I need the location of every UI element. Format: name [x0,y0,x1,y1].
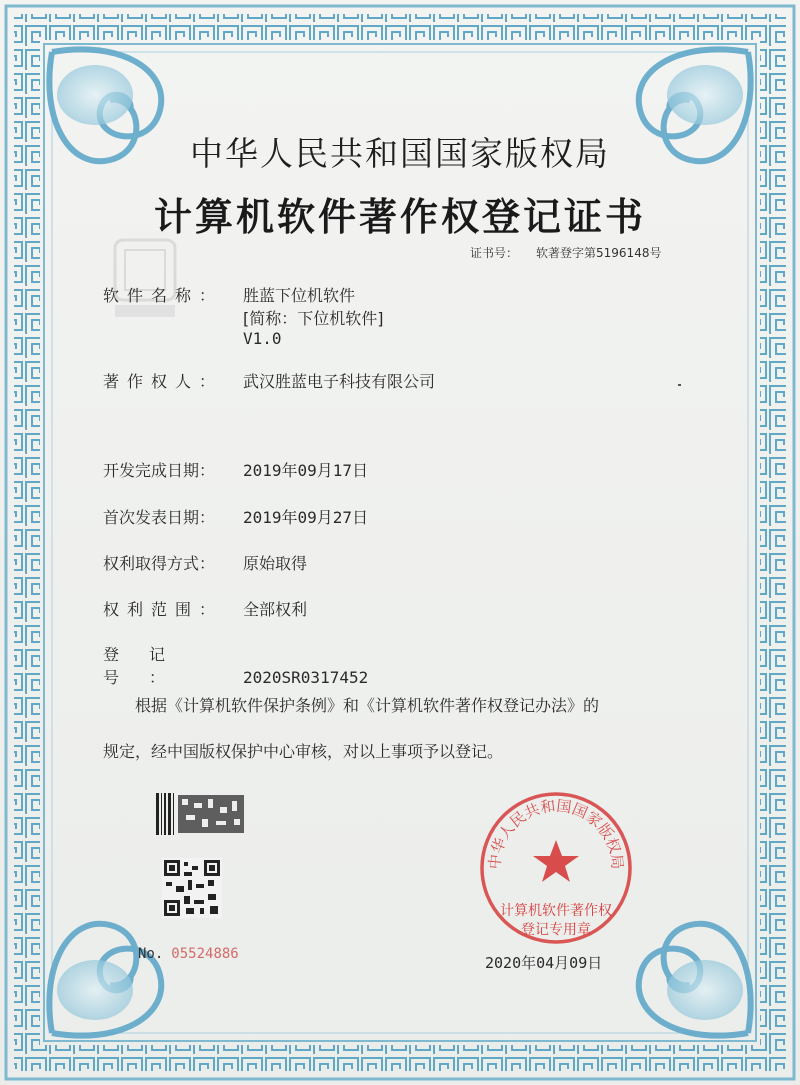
method-value: 原始取得 [243,554,308,573]
seal-line-2: 登记专用章 [521,922,591,938]
scope-value: 全部权利 [243,600,308,619]
version-row [243,329,282,348]
qr-code-icon [162,858,222,918]
serial-value: 05524886 [171,946,239,962]
dev-date-row [103,458,368,481]
statement-line-1: 根据《计算机软件保护条例》和《计算机软件著作权登记办法》的 [135,696,600,715]
version-value: V1.0 [243,329,282,348]
owner-value: 武汉胜蓝电子科技有限公司 [243,372,436,391]
seal-ring-text: 中华人民共和国国家版权局 [485,796,627,870]
certificate-number-label: 证书号： [470,246,519,260]
pub-date-value: 2019年09月27日 [243,508,369,527]
certificate-number-value: 软著登字第5196148号 [536,246,662,260]
dev-date-value: 2019年09月17日 [243,461,369,480]
dev-date-label: 开发完成日期： [103,461,216,480]
certificate-number [470,244,661,261]
watermark-logo-icon [110,235,180,320]
ink-speck [678,384,681,386]
serial-label: No. [138,946,164,962]
software-short-value: [简称：下位机软件] [243,309,384,328]
software-name-row [103,283,355,306]
authority-title: 中华人民共和国国家版权局 [190,134,610,173]
star-icon [533,840,579,882]
method-row [103,551,307,574]
certificate-title: 计算机软件著作权登记证书 [153,195,646,239]
method-label: 权利取得方式： [103,554,216,573]
software-short-row [243,306,384,329]
issue-date: 2020年04月09日 [485,954,603,972]
barcode-icon [156,793,248,835]
scope-row [103,597,307,620]
pub-date-row [103,505,368,528]
official-seal [478,790,634,946]
owner-label: 著作权人： [103,372,224,391]
pub-date-label: 首次发表日期： [103,508,216,527]
owner-row [103,369,435,392]
statement-line-2: 规定，经中国版权保护中心审核，对以上事项予以登记。 [103,742,504,761]
scope-label: 权利范围： [103,600,224,619]
serial-number [138,946,239,962]
seal-line-1: 计算机软件著作权 [500,903,612,919]
software-name-value: 胜蓝下位机软件 [243,286,356,305]
reg-label: 登记号： [103,645,196,687]
reg-row [103,642,368,688]
reg-value: 2020SR0317452 [243,668,369,687]
software-name-label: 软件名称： [103,286,224,305]
